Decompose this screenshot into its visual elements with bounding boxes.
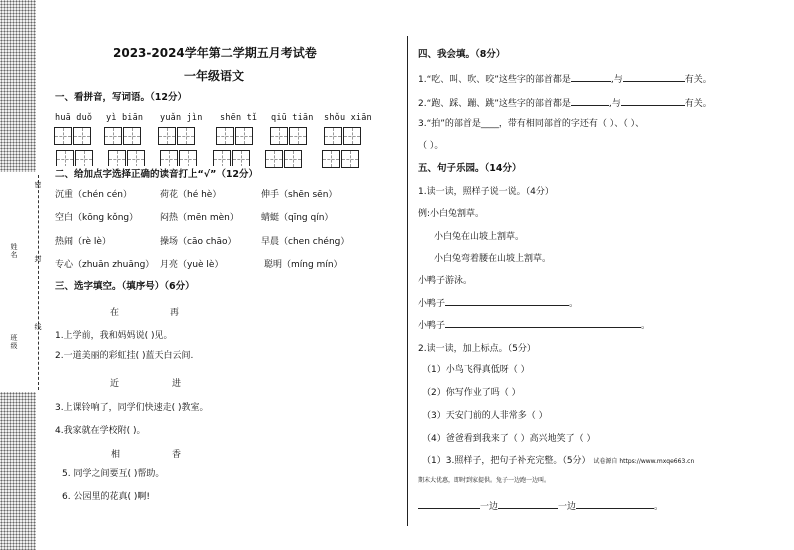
writing-grid-3[interactable] xyxy=(158,127,196,145)
section-1-heading: 一、看拼音，写词语。（12分） xyxy=(55,92,187,103)
pinyin-5: qiū tiān xyxy=(271,113,314,123)
fill-5-3-word2: 一边 xyxy=(558,502,577,512)
fill-4-1-text: 1.“吃、叫、吹、咬”这些字的部首都是 xyxy=(418,75,571,85)
binding-margin xyxy=(0,0,44,550)
seal-char-feng: 封 xyxy=(34,255,42,263)
writing-grid-2[interactable] xyxy=(104,127,142,145)
duck-fill-2 xyxy=(418,318,650,331)
blank-5-3c[interactable] xyxy=(576,499,654,509)
blank-duck-1[interactable] xyxy=(445,296,569,306)
pinyin-6: shǒu xiān xyxy=(324,113,372,123)
pinyin-2: yì biān xyxy=(106,113,144,123)
reading-4-2: 月亮（yuè lè） xyxy=(160,260,224,270)
choice-a-1: 在 xyxy=(110,308,120,318)
punct-3[interactable]: （3）天安门前的人非常多（ ） xyxy=(422,411,548,421)
class-label: 班级 xyxy=(10,334,18,350)
exam-title: 2023-2024学年第二学期五月考试卷 xyxy=(113,46,317,60)
duck-fill-1-end: 。 xyxy=(569,299,579,309)
example-1: 例:小白兔割草。 xyxy=(418,209,485,219)
blank-4-2b[interactable] xyxy=(621,96,685,106)
punct-1[interactable]: （1）小鸟飞得真低呀（ ） xyxy=(422,365,530,375)
reading-2-3: 蜻蜓（qīng qín） xyxy=(261,213,334,223)
blank-4-1b[interactable] xyxy=(623,72,685,82)
writing-grid-11[interactable] xyxy=(265,150,303,168)
section-3-heading: 三、选字填空。（填序号）（6分） xyxy=(55,281,195,292)
choice-c-2: 香 xyxy=(172,450,182,460)
section-2-heading: 二、给加点字选择正确的读音打上“√”（12分） xyxy=(55,166,258,180)
seal-char-mi: 密 xyxy=(34,181,42,189)
duck-fill-1 xyxy=(418,296,578,309)
q5-1-instruction: 1.读一读，照样子说一说。（4分） xyxy=(418,187,554,197)
blank-4-2a[interactable] xyxy=(571,96,609,106)
writing-grid-6[interactable] xyxy=(324,127,362,145)
writing-grid-12[interactable] xyxy=(322,150,360,168)
blank-5-3b[interactable] xyxy=(498,499,558,509)
fill-4-2 xyxy=(418,96,712,109)
choice-a-2: 再 xyxy=(170,308,180,318)
fill-4-3b[interactable]: （ ）。 xyxy=(418,141,444,151)
reading-2-1: 空白（kōng kǒng） xyxy=(55,213,139,223)
fill-4-3[interactable]: 3.“拍”的部首是____，带有相同部首的字还有（ ）、（ ）、 xyxy=(418,119,645,129)
seal-char-xian: 线 xyxy=(34,323,42,331)
fill-4-1 xyxy=(418,72,712,85)
fill-q5[interactable]: 5. 同学之间要互( )帮助。 xyxy=(62,469,165,479)
fill-4-2-text: 2.“跑、踩、蹦、跳”这些字的部首都是 xyxy=(418,99,571,109)
choice-b-1: 近 xyxy=(110,379,120,389)
duck-fill-1-text: 小鸭子 xyxy=(418,299,446,309)
fill-4-2-mid: ,与 xyxy=(608,99,621,109)
reading-1-3: 伸手（shēn sēn） xyxy=(261,190,338,200)
punct-2[interactable]: （2）你写作业了吗（ ） xyxy=(422,388,521,398)
q5-2-instruction: 2.读一读，加上标点。（5分） xyxy=(418,344,536,354)
reading-3-1: 热闹（rè lè） xyxy=(55,237,111,247)
hatched-band-top xyxy=(0,0,36,172)
pinyin-1: huā duǒ xyxy=(55,113,93,123)
hatched-band-bottom xyxy=(0,392,36,550)
blank-5-3a[interactable] xyxy=(418,499,480,509)
writing-grid-1[interactable] xyxy=(54,127,92,145)
reading-4-3: 聪明（míng mín） xyxy=(264,260,343,270)
reading-3-3: 早晨（chen chéng） xyxy=(261,237,350,247)
seal-line xyxy=(38,175,39,390)
name-label: 姓名 xyxy=(10,243,18,259)
choice-b-2: 进 xyxy=(172,379,182,389)
blank-duck-2[interactable] xyxy=(445,318,641,328)
example-3: 小白兔弯着腰在山坡上割草。 xyxy=(434,254,552,264)
pinyin-3: yuǎn jìn xyxy=(160,113,203,123)
q5-3-instruction xyxy=(422,453,694,466)
fill-4-2-end: 有关。 xyxy=(684,99,712,109)
pinyin-4: shēn tǐ xyxy=(220,113,258,123)
reading-4-1: 专心（zhuān zhuāng） xyxy=(55,260,155,270)
writing-grid-4[interactable] xyxy=(216,127,254,145)
fill-4-1-mid: ,与 xyxy=(610,75,623,85)
fill-q1[interactable]: 1.上学前，我和妈妈说( )见。 xyxy=(55,331,173,341)
exam-subtitle: 一年级语文 xyxy=(184,69,245,83)
duck-fill-2-end: 。 xyxy=(641,321,651,331)
reading-1-2: 荷花（hé hè） xyxy=(160,190,222,200)
example-2: 小白兔在山坡上割草。 xyxy=(434,232,525,242)
duck-sentence: 小鸭子游泳。 xyxy=(418,276,473,286)
blank-4-1a[interactable] xyxy=(571,72,611,82)
duck-fill-2-text: 小鸭子 xyxy=(418,321,446,331)
fill-q3[interactable]: 3.上课铃响了，同学们快速走( )教室。 xyxy=(55,403,209,413)
column-divider xyxy=(407,36,408,526)
section-5-heading: 五、句子乐园。（14分） xyxy=(418,163,522,174)
source-watermark: 试卷源自 https://www.mxqe663.cn xyxy=(593,458,695,465)
reading-2-2: 闷热（mēn mèn） xyxy=(160,213,239,223)
reading-1-1: 沉重（chén cén） xyxy=(55,190,132,200)
fill-5-3-word1: 一边 xyxy=(480,502,499,512)
fill-5-3 xyxy=(418,499,663,512)
fill-5-3-end: 。 xyxy=(654,502,664,512)
fill-q4[interactable]: 4.我家就在学校附( )。 xyxy=(55,426,146,436)
reading-3-2: 操场（cāo chāo） xyxy=(160,237,237,247)
section-4-heading: 四、我会填。（8分） xyxy=(418,49,506,60)
q5-3-text: （1）3.照样子，把句子补充完整。（5分） xyxy=(422,456,591,466)
fill-q6[interactable]: 6. 公园里的花真( )啊! xyxy=(62,492,150,502)
choice-c-1: 相 xyxy=(111,450,121,460)
punct-4[interactable]: （4）爸爸看到我来了（ ）高兴地笑了（ ） xyxy=(422,434,596,444)
writing-grid-5[interactable] xyxy=(270,127,308,145)
example-sentence: 期末大优惠，即时到家提供。兔子一边跑一边叫。 xyxy=(418,477,551,484)
fill-4-1-end: 有关。 xyxy=(684,75,712,85)
fill-q2[interactable]: 2.一道美丽的彩虹挂( )蓝天白云间. xyxy=(55,351,194,361)
